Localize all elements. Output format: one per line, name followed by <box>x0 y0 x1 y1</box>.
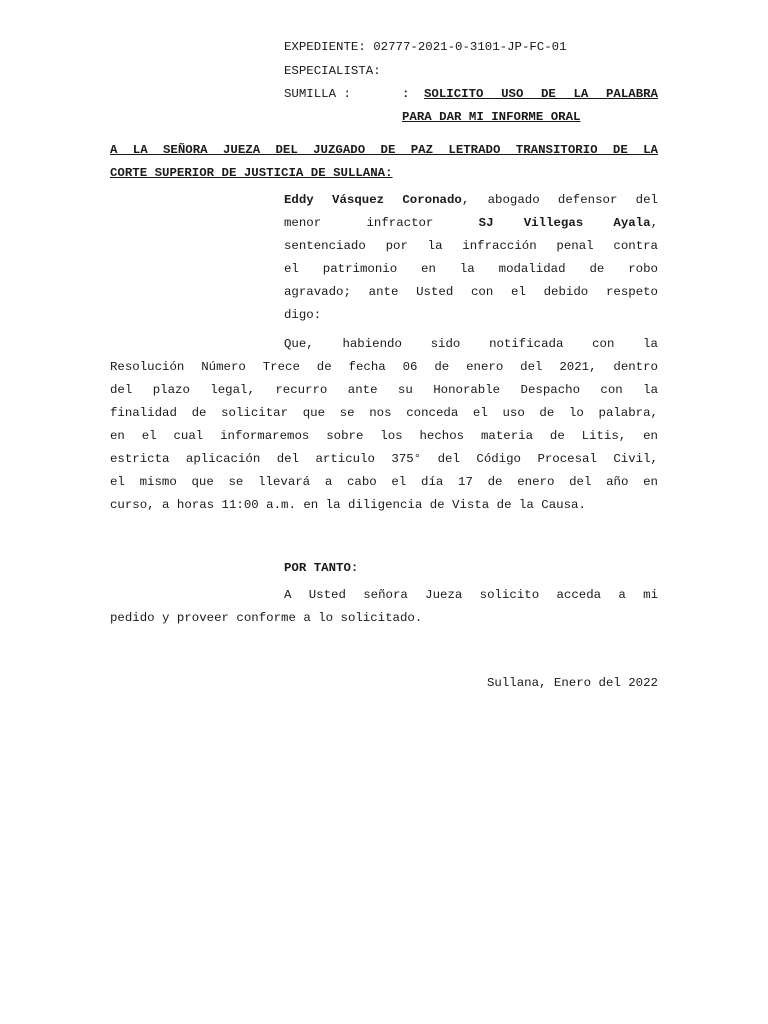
especialista-label: ESPECIALISTA: <box>284 64 381 78</box>
intro-line6: digo: <box>284 308 322 322</box>
body-line1: Que, habiendo sido notificada con la <box>284 337 658 351</box>
sumilla-value-line2: PARA DAR MI INFORME ORAL <box>402 110 581 124</box>
place-date: Sullana, Enero del 2022 <box>486 676 658 690</box>
intro-line1: Eddy Vásquez Coronado, abogado defensor del <box>284 193 658 207</box>
document-page: EXPEDIENTE: 02777-2021-0-3101-JP-FC-01 ESPECIALISTA: SUMILLA : : SOLICITO USO DE LA PALABRA PARA DAR MI INFORME ORAL A LA SEÑORA JUEZA DEL JUZGADO DE PAZ LETRADO TRANSITORIO DE LA CORTE SUPERIOR DE JUSTICIA DE SULLANA: Eddy Vásquez Coronado, abogado defensor del menor infractor SJ Villegas Ayala, sentenciado por la infracción penal contra el patrimonio en la modalidad de robo agravado; ante Usted con el debido respeto digo: Que, habiendo sido notificada con la Resolución Número Trece de fecha 06 de enero del 2021, dentro del plazo legal, recurro ante su Honorable Despacho con la finalidad de solicitar que se nos conceda el uso de lo palabra, en el cual informaremos sobre los hechos materia de Litis, en estricta aplicación del articulo 375° del Código Procesal Civil, el mismo que se llevará a cabo el día 17 de enero del año en curso, a horas 11:00 a.m. en la diligencia de Vista de la Causa. POR TANTO: A Usted señora Jueza solicito acceda a mi pedido y proveer conforme a lo solicitado. Sullana, Enero del 2022 <box>110 40 658 690</box>
intro-line3: sentenciado por la infracción penal contra <box>284 239 658 253</box>
por-tanto-line2: pedido y proveer conforme a lo solicitado. <box>110 611 423 625</box>
intro-line4: el patrimonio en la modalidad de robo <box>284 262 658 276</box>
por-tanto-paragraph <box>110 584 658 630</box>
sumilla-value-line1: SOLICITO USO DE LA PALABRA <box>424 87 658 101</box>
por-tanto-line1: A Usted señora Jueza solicito acceda a mi <box>284 588 658 602</box>
addressee-line2: CORTE SUPERIOR DE JUSTICIA DE SULLANA: <box>110 165 393 180</box>
body-line3: del plazo legal, recurro ante su Honorable Despacho con la <box>110 383 658 397</box>
intro-line2: menor infractor SJ Villegas Ayala, <box>284 216 658 230</box>
addressee <box>110 139 658 184</box>
body-paragraph <box>110 333 658 517</box>
minor-name: SJ Villegas Ayala <box>478 216 651 230</box>
addressee-line1: A LA SEÑORA JUEZA DEL JUZGADO DE PAZ LETRADO TRANSITORIO DE LA <box>110 143 658 157</box>
sumilla-label: SUMILLA : <box>284 87 351 101</box>
body-line6: estricta aplicación del articulo 375° del Código Procesal Civil, <box>110 452 658 466</box>
body-line8: curso, a horas 11:00 a.m. en la diligencia de Vista de la Causa. <box>110 498 586 512</box>
lawyer-name: Eddy Vásquez Coronado <box>284 193 462 207</box>
por-tanto-label: POR TANTO: <box>284 561 359 575</box>
intro-line5: agravado; ante Usted con el debido respeto <box>284 285 658 299</box>
body-line2: Resolución Número Trece de fecha 06 de enero del 2021, dentro <box>110 360 658 374</box>
body-line5: en el cual informaremos sobre los hechos materia de Litis, en <box>110 429 658 443</box>
body-line7: el mismo que se llevará a cabo el día 17 de enero del año en <box>110 475 658 489</box>
body-line4: finalidad de solicitar que se nos conceda el uso de lo palabra, <box>110 406 658 420</box>
intro-paragraph <box>284 189 658 327</box>
expediente-number: EXPEDIENTE: 02777-2021-0-3101-JP-FC-01 <box>284 40 567 54</box>
